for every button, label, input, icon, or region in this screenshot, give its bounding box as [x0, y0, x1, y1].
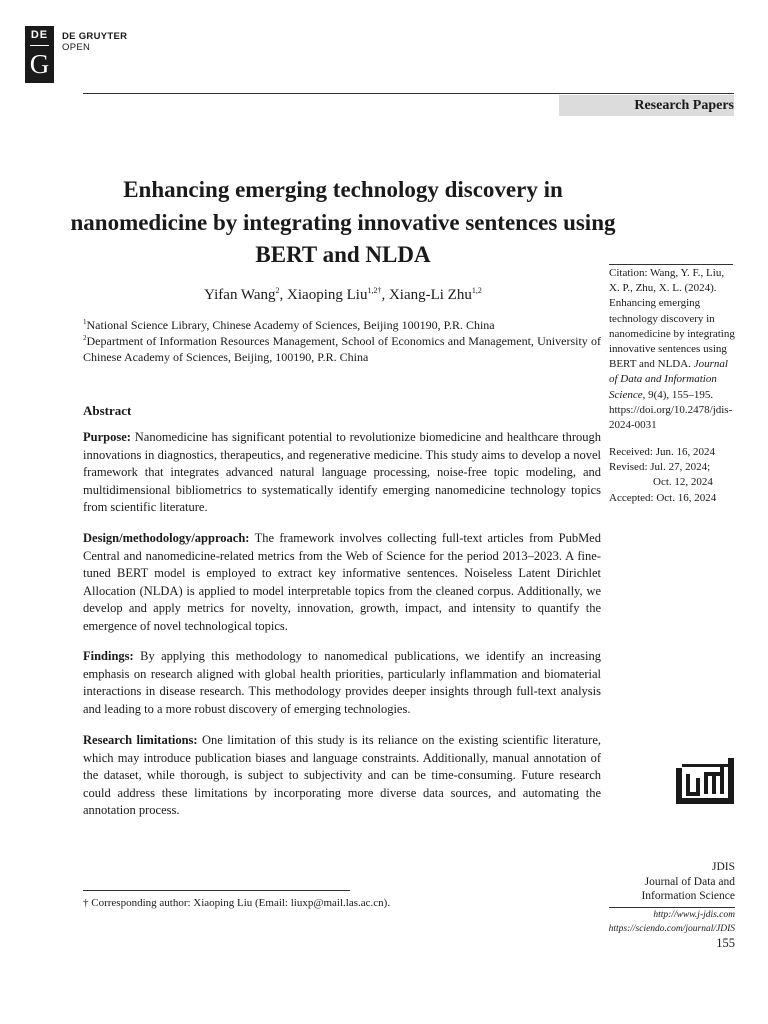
journal-rule — [609, 907, 735, 908]
journal-logo-icon — [676, 758, 734, 804]
affiliation-mark: 2 — [83, 334, 87, 342]
journal-urls — [560, 909, 735, 936]
abstract-purpose — [83, 429, 601, 517]
affiliation — [83, 317, 601, 333]
section-label: Research Papers — [559, 95, 734, 116]
paragraph-text: One limitation of this study is its reliance on the existing scientific literature, which may introduce publication biases and language constraints. Additionally, manual annotation of the dataset, while thorough, is subject to subjectivity and can be time-consuming. Future research could address these limitations by incorporating more diverse data sources, and automating the annotation process. — [83, 733, 601, 817]
abstract-findings — [83, 648, 601, 718]
journal-url-link[interactable]: https://sciendo.com/journal/JDIS — [608, 923, 735, 934]
received-date: Received: Jun. 16, 2024 — [609, 446, 716, 458]
publisher-sub: OPEN — [62, 42, 91, 53]
author-affil-mark: 1,2 — [471, 286, 482, 295]
affiliation-text: National Science Library, Chinese Academy of Sciences, Beijing 100190, P.R. China — [86, 318, 495, 332]
abstract-limitations — [83, 732, 601, 820]
affiliation — [83, 333, 601, 365]
header-rule — [83, 93, 734, 94]
author-affil-mark: 1,2† — [367, 286, 382, 295]
paragraph-label: Findings: — [83, 649, 134, 663]
accepted-date: Accepted: Oct. 16, 2024 — [609, 491, 717, 504]
journal-name-line2: Information Science — [641, 890, 735, 902]
author-separator: , — [381, 287, 389, 303]
logo-divider — [30, 45, 49, 46]
citation-journal: Journal of Data and Information Science — [609, 358, 728, 401]
journal-info — [600, 860, 735, 904]
revised-date: Revised: Jul. 27, 2024; — [609, 461, 711, 474]
abstract-design — [83, 530, 601, 635]
publisher-name: DE GRUYTER — [62, 31, 128, 42]
logo-bottom-letter: G — [29, 49, 50, 79]
author-separator: , — [279, 287, 288, 303]
corresponding-author-footnote: † Corresponding author: Xiaoping Liu (Email: liuxp@mail.las.ac.cn). — [83, 897, 391, 909]
journal-url-link[interactable]: http://www.j-jdis.com — [653, 910, 735, 920]
author-name: Xiang-Li Zhu — [388, 287, 472, 303]
affiliation-text: Department of Information Resources Management, School of Economics and Management, University of Chinese Academy of Sciences, Beijing, 100190, P.R. China — [83, 334, 601, 364]
paragraph-text: Nanomedicine has significant potential to revolutionize biomedicine and healthcare through innovations in diagnostics, therapeutics, and regenerative medicine. This study aims to develop a novel framework that integrates advanced natural language processing, noise-free topic modeling, and multidimensional bibliometrics to systematically identify emerging nanomedicine technology topics from scientific literature. — [83, 430, 601, 514]
affiliation-mark: 1 — [83, 318, 87, 326]
journal-name-line1: Journal of Data and — [644, 875, 735, 888]
paragraph-label: Research limitations: — [83, 733, 198, 747]
page-number: 155 — [716, 936, 735, 950]
logo-top-letters: DE — [30, 29, 49, 41]
citation-doi[interactable]: , 9(4), 155–195. https://doi.org/10.2478/jdis-2024-0031 — [609, 388, 733, 432]
publisher-logo — [25, 26, 54, 83]
paragraph-label: Purpose: — [83, 430, 131, 444]
footnote-rule — [83, 890, 350, 891]
author-list — [83, 285, 603, 305]
history-dates — [609, 445, 735, 506]
revised-date-2: Oct. 12, 2024 — [653, 476, 713, 489]
paragraph-text: By applying this methodology to nanomedical publications, we identify an increasing emphasis on research aligned with global health priorities, particularly inflammation and biomaterial interactions in disease research. This methodology provides deeper insights through full-text analysis and leading to a more robust discovery of emerging technologies. — [83, 649, 601, 716]
journal-abbr: JDIS — [711, 861, 735, 873]
abstract-heading: Abstract — [83, 403, 132, 418]
paper-title: Enhancing emerging technology discovery in nanomedicine by integrating innovative sentences using BERT and NLDA — [70, 177, 616, 267]
citation-block — [609, 266, 735, 433]
author-name: Yifan Wang — [204, 287, 276, 303]
citation-rule — [609, 264, 733, 265]
paragraph-text: The framework involves collecting full-text articles from PubMed Central and nanomedicine-related metrics from the Web of Science for the period 2013–2023. A fine-tuned BERT model is employed to extract key informative sentences. Noiseless Latent Dirichlet Allocation (NLDA) is applied to model interpretable topics from the cleaned corpus. Additionally, we develop and apply metrics for novelty, innovation, growth, impact, and intensity to quantify the emergence of novel technological topics. — [83, 531, 601, 633]
author-affil-mark: 2 — [275, 286, 280, 295]
citation-text: Citation: Wang, Y. F., Liu, X. P., Zhu, X. L. (2024). Enhancing emerging technology discovery in nanomedicine by integrating innovative sentences using BERT and NLDA. — [609, 267, 735, 371]
paragraph-label: Design/methodology/approach: — [83, 531, 250, 545]
author-name: Xiaoping Liu — [287, 287, 368, 303]
